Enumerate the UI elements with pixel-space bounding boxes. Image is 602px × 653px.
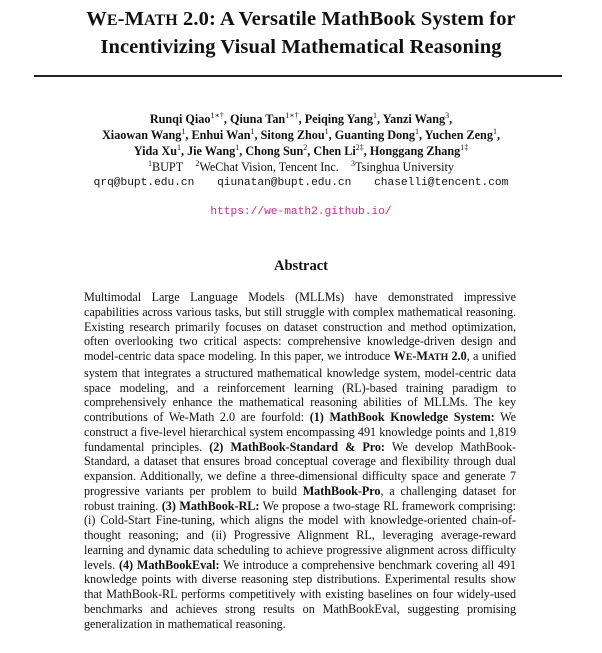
title-line-1-rest: 2.0: A Versatile MathBook System for — [177, 8, 516, 30]
author: Chen $Li^{2\ddagger}$ — [313, 143, 364, 158]
system-name-e: E — [405, 352, 413, 363]
abstract-text: , a unified system that integrates a structured mathematical knowledge system, model-centric data space modeling, and a reinforcement learning (RL)-based training paradigm to comprehensively enhance the mathematical reasoning abilities of MLLMs. The key contributions of We-Math 2.0 are fourfold: — [84, 349, 516, 424]
system-name-version: 2.0 — [448, 349, 467, 363]
author: Yida Xu$^1$ — [133, 143, 181, 158]
abstract-text: We propose a two-stage RL framework comprising: (i) Cold-Start Fine-tuning, which aligns the model with knowledge-oriented chain-of-thought reasoning; and (ii) Progressive Alignment RL, leveraging average-reward learning and dynamic data scheduling to achieve progressive alignment across difficulty levels. — [84, 498, 516, 572]
email[interactable]: qrq@bupt.edu.cn — [93, 177, 195, 189]
paper-title — [0, 6, 602, 61]
affiliation: $^2$WeChat Vision, Tencent Inc. — [195, 159, 339, 174]
affiliation: $^1$BUPT — [147, 159, 184, 174]
abstract-text: We develop MathBook-Standard, a dataset that ensures broad conceptual coverage and flexibility through dual expansion. Additionally, we define a three-dimensional difficulty space and generate 7 progressive variants per problem to build — [84, 439, 516, 498]
author: Runqi Qiao$^{1∗\dagger}$ — [149, 111, 224, 126]
author-line-3: Yida Xu$^1$, Jie Wang$^1$, Chong Sun$^2$, Chen $Li^{2\ddagger}$, Honggang Zhang$^{1\ddagger}$ — [133, 143, 469, 158]
email-list — [0, 176, 602, 191]
title-system-name-m: M — [124, 8, 145, 30]
system-name-hyphen: - — [412, 349, 417, 363]
system-name-w: W — [393, 349, 406, 363]
author: Jie Wang$^1$ — [187, 143, 240, 158]
author: Yuchen Zeng$^1$ — [424, 127, 497, 142]
contribution-heading: (2) MathBook-Standard & Pro: — [209, 439, 385, 454]
email[interactable]: chaselli@tencent.com — [374, 177, 509, 189]
affiliations — [0, 160, 602, 175]
abstract-text: Multimodal Large Language Models (MLLMs) have demonstrated impressive capabilities across various tasks, but still struggle with complex mathematical reasoning. Existing research primarily focuses on dataset construction and method optimization, often overlooking two critical aspects: comprehensive knowledge-driven design and model-centric data space modeling. In this paper, we introduce — [84, 290, 516, 363]
abstract-text: We introduce a comprehensive benchmark covering all 491 knowledge points with diverse reasoning step distributions. Experimental results show that MathBook-RL performs competitively with existing baselines on four widely-used benchmarks and achieves strong results on MathBookEval, suggesting promising generalization in mathematical reasoning. — [84, 557, 516, 631]
title-rule — [34, 75, 562, 77]
abstract-heading: Abstract — [274, 258, 328, 274]
system-name-ath: ATH — [427, 352, 449, 363]
author: Xiaowan Wang$^1$ — [102, 127, 186, 142]
author-line-1: Runqi Qiao$^{1∗\dagger}$, Qiuna Tan$^{1∗\dagger}$, Peiqing Yang$^1$, Yanzi Wang$^3$, — [149, 111, 453, 126]
contribution-heading: (4) MathBookEval: — [118, 557, 220, 572]
author-line-2: Xiaowan Wang$^1$, Enhui Wan$^1$, Sitong Zhou$^1$, Guanting Dong$^1$, Yuchen Zeng$^1$, — [102, 127, 500, 142]
author: Honggang Zhang$^{1\ddagger}$ — [369, 143, 469, 158]
paper-title-line-2: Incentivizing Visual Mathematical Reasoning — [100, 36, 502, 58]
author-list — [0, 111, 602, 159]
author: Peiqing Yang$^1$ — [304, 111, 378, 126]
abstract-text: We construct a five-level hierarchical system encompassing 491 knowledge points and 1,819 fundamental principles. — [84, 410, 516, 454]
title-system-name-e: E — [106, 12, 118, 29]
system-name-m: M — [416, 349, 428, 363]
title-system-name-ath: ATH — [144, 12, 178, 29]
title-system-name-w: W — [86, 8, 107, 30]
project-url-link[interactable]: https://we-math2.github.io/ — [210, 206, 392, 218]
contribution-heading: (1) MathBook Knowledge System: — [309, 410, 495, 424]
author: Sitong Zhou$^1$ — [260, 127, 329, 142]
paper-title-line-1 — [0, 6, 602, 34]
author: Enhui Wan$^1$ — [191, 127, 255, 142]
author: Yanzi Wang$^3$ — [382, 111, 450, 126]
author: Guanting Dong$^1$ — [334, 127, 419, 142]
contribution-heading: (3) MathBook-RL: — [161, 498, 260, 513]
author: Chong Sun$^2$ — [245, 143, 308, 158]
author: Qiuna Tan$^{1∗\dagger}$ — [229, 111, 299, 126]
dataset-name: MathBook-Pro — [302, 483, 381, 498]
affiliation: $^3$Tsinghua University — [351, 159, 455, 174]
abstract-text: , a challenging dataset for robust training. — [84, 483, 517, 513]
email[interactable]: qiunatan@bupt.edu.cn — [217, 177, 352, 189]
abstract-body — [84, 290, 516, 631]
title-system-name-hyphen: - — [117, 8, 125, 30]
